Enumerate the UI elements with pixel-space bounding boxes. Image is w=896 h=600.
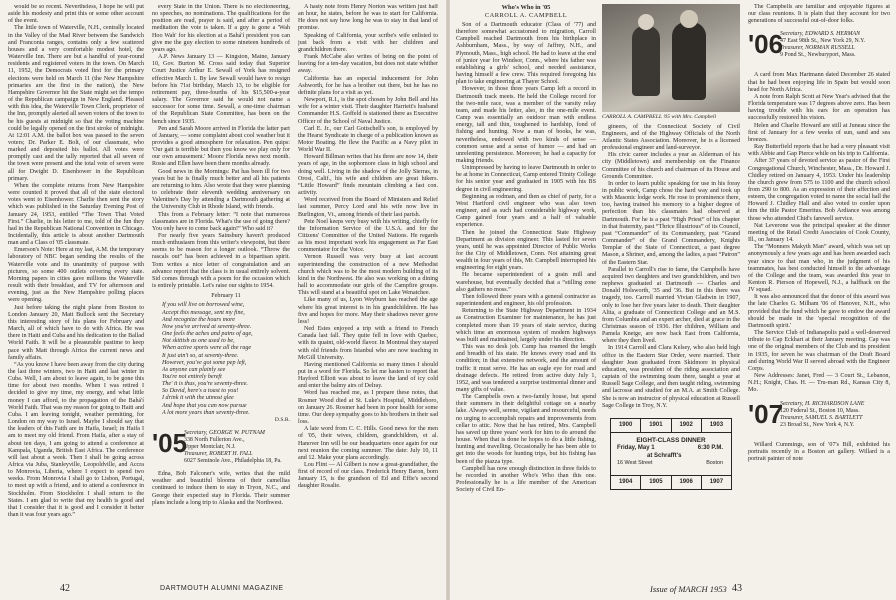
paragraph: Speaking of California, your scribe's wife enlisted to just back from a visit with her children and grandchildren there. (298, 32, 438, 53)
paragraph: The little town of Waterville, N.H., centrally located in the Valley of the Mad River between the Sandwich and Franconia ranges, contains only a few scattered houses and a very comfortable modest hotel, the Waterville Inn. There are but a handful of year-round residents and registered voters in the town. On March 11, 1952, the Democrats voted first for the primary elections were held on March 11 (the New Hampshire primaries are the first in the nation), the New Hampshire Governor hit the State might set the tempo of the Republican campaign in New England. Pleased with this idea, the Waterville Town Clerk, proprietor of the Inn, promptly alerted all seven voters of the town to be his guests at midnight so that the voting machine could be legally opened on the first stroke of midnight. At 12:01 A.M. the ballot box was passed to the seven voters; Dr. Parker E. Bolt, of our classmate, who marked and deposited his ballot. All votes were promptly cast and the tally reported that all seven of the town were present and the total vote of seven were all for Dwight D. Eisenhower in the Republican primary. (8, 25, 144, 182)
poem-line: However, you've got some pep left, (162, 359, 247, 366)
paragraph: “As you know I have been away from the city during the last three winters, two in Haiti and last winter in Cuba. Well, I am about to leave again, to be gone this time for about two months. When I was retired I decided to give my time, my energy, and what little money I can afford, to the propagation of the Bahá'í World Faith. That was my reason for going to Haiti and Cuba. I am leaving tonight, weather permitting, for London on my way to Israel. Maybe I should say that the leaders of this Faith are in Haifa, Israel; in Haifa I am to meet my old friend. From Haifa, after a stay of about ten days, I am going to attend a conference at Kampala, Uganda, British East Africa. The conference will last about a week. Then I shall be going across Africa via Juba, Stanleyville, Leopoldville, and Accra to Monrovia, Liberia, where I expect to spend two weeks. From Monrovia I shall go to Lisbon, Portugal, to meet up with a friend, and to attend a conference in Stockholm. From Stockholm I shall return to the States. I am glad to write that my health is good and that I consider that it is good and I consider it better than it was four years ago.” (8, 361, 144, 519)
paragraph: Parallel to Carroll's rise to fame, the Campbells have acquired two daughters and two grandchildren, and two nephews graduated at Dartmouth — Charles and Donald Holsworth, '35 and '36. But in this there was tragedy, too. Carroll married Vivian Gladwin in 1907, only to lose her five years later to death. Their daughter Alita, a graduate of Connecticut College and an M.S. from Columbia and an expert archer, died at grace in the Christmas season of 1936. Her children, William and Pamela Knetge, are now back East from California, where they then lived. (602, 266, 740, 345)
year: 1900 (611, 419, 641, 432)
dinner-time: 6:30 P.M. (697, 445, 723, 451)
campbell-photo (602, 4, 740, 112)
paragraph: A card from Max Hartmann dated December 26 stated that he had been enjoying life in Spain but would soon head for North Africa. (748, 72, 890, 93)
poem-line: One feels the aches and pains of age, (162, 331, 253, 338)
dinner-street: 16 West Street (617, 460, 653, 466)
poem-signature: D.S.R. (274, 416, 290, 423)
poem-title: February 11 (211, 293, 241, 300)
paragraph: A late word from C. C. Hills. Good news for the men of '05, their wives, children, grandchildren, et al. Hanover Inn will be our headquarters once again for our next reunion the coming summer. The date: July 10, 11 and 12. Make your plans accordingly. (298, 426, 438, 461)
poem-line: So David, here's a toast to you! (162, 388, 239, 395)
page-number-left: 42 (60, 583, 70, 594)
paragraph: Vernon Russell was very busy at last account superintending the construction of a new Methodist church which was to be the most modern building of its kind in the Northwest. He also was working on a dining hall to accommodate our girls of the Campfire groups. This will stand at a beautiful spot on Lake Wenatchee. (298, 254, 438, 297)
address: 120 Federal St., Boston 10, Mass. (780, 407, 860, 414)
paragraph: Son of a Dartmouth educator (Class of '77) and therefore somewhat accustomed to migration, Carroll Campbell reached Dartmouth from his birthplace in Ashburnham, Mass., by way of Jaffrey, N.H., and Plymouth, Mass., high school. He had to leave at the end of junior year for Windsor, Conn., where his father was establishing a girls' school, and needed assistance, having himself a few crew. This required foregoing his plan to take engineering at Thayer School. (456, 22, 596, 86)
birthday-poem (162, 293, 290, 424)
paragraph: A.P. News January 13 — Kingston, Maine, January 10, Gov. Burton M. Cross said today that Superior Court Justice Arthur E. Sewall of York has resigned effective March 1. By law Sewall would have to resign before his 71st birthday, March 13, to be eligible for retirement pay, three-fourths of his $15,500-a-year salary. The Governor said he would not name a successor for some time. Sewall, a one-time chairman of the Republican State Committee, has been on the bench since 1935. (152, 54, 290, 125)
address: 338 North Fullerton Ave., (184, 437, 245, 444)
year: 1904 (611, 476, 641, 489)
paragraph: In order to learn public speaking for use in his foray in public work, Camp chose the hard way and took up with Masonic lodge work. He rose to prominence there, too, having trained his memory to a higher degree of perfection than his classmates had observed at Dartmouth. For he is a past “High Priest” of his chapter in that fraternity, past “Thrice Illustrious” of its Council, past “Commander” of its Commandery, past “Grand Commander” of the Grand Commandery, Knights Templar of the State of Connecticut, a past degree Mason, a Shriner, and, among the ladies, a past “Patron” of the Eastern Star. (602, 180, 740, 266)
heading-title: Who's Who in '05 (501, 4, 551, 11)
whos-who-heading (456, 4, 596, 20)
paragraph: Emerson's Note: Here at my last, A.M. the temporary laboratory of NBC began sending the results of the Waterville vote and its unanimity of purpose with pictures, so some 400 outlets covering every state. Morning papers in cities gave millions the Waterville result with their breakfast, and TV for afternoon and evening, just as the New Hampshire polling places were opening. (8, 247, 144, 304)
poem-line: Now you've arrived at seventy-three. (162, 323, 252, 330)
years-top (611, 419, 731, 432)
paragraph: every State in the Union. There is no electioneering, no speeches, no nominations. The qualifications for the position are read, prayer is said, and after a period of meditation the vote is taken. If a guy is gone a 'Wah Hoo Wah' for his election at a Bahá'í president you can give me the guy election to some nineteen hundreds of years ago. (152, 4, 290, 53)
photo-figure-man (672, 22, 706, 100)
class-year: '07 (748, 398, 784, 429)
class-officers (780, 31, 865, 59)
paragraph: Having mentioned California so many times I should put in a word for Florida. So let me hasten to report that Hayford Elliott was about to leave the land of icy cold and enter the balmy airs of Delray. (298, 361, 438, 390)
paragraph: California has an especial inducement for John Ashworth, for he has a brother out there, but he has no definite plans for a visit as yet. (298, 75, 438, 96)
eight-class-dinner-box (610, 418, 732, 490)
paragraph: Nat Leverone was the principal speaker at the dinner meeting of the Retail Credit Associates of Cook County, Ill., on January 14. (748, 222, 890, 244)
paragraph: New Addresses: Janet, Fred — 3 Court St., Lebanon, N.H.; Knight, Chas. H. — Tru-man Rd., Kansas City 8, Mo. (748, 373, 890, 394)
address: 6027 Seminole Ave., Philadelphia 18, Pa. (184, 458, 282, 465)
poem-line: A lot more years than seventy-three. (162, 409, 250, 416)
paragraph: Word received from the Board of Ministers and Relief last summer, Percy Lord and his wife now live in Burlington, Vt., among friends of their last parish. (298, 197, 438, 218)
page-number-right: 43 (732, 583, 742, 594)
class-year: '05 (152, 428, 188, 459)
year: 1903 (709, 421, 724, 428)
paragraph: Lou Flint — Al Gilbert is now a great-grandfather, the first of record of our class. Frederick Henry Baron, born January 15, is the grandson of Ed and Effie's second daughter Rosalie. (298, 462, 438, 490)
photo-head-woman (638, 14, 654, 30)
paragraph: Campbell has now enough distinction in three fields to be recorded in another Who's Who than this one. Professionally he is a life member of the American Society of Civil En- (456, 465, 596, 494)
class-header-05 (152, 428, 290, 468)
paragraph: Unimpressed by having to leave Dartmouth in order to be at home in Connecticut, Camp entered Trinity College for his senior year and graduated in 1905 with his BS degree in civil engineering. (456, 165, 596, 193)
left-column-2 (152, 4, 290, 576)
poem-line: And hope that you can now pursue (162, 402, 247, 409)
address: 47 East 98th St., New York 29, N.Y. (780, 38, 866, 45)
secretary: Secretary, H. RICHARDSON LANE (780, 400, 865, 407)
photo-caption: CARROLL A. CAMPBELL '05 with Mrs. Campbell (602, 114, 717, 120)
paragraph: gineers, of the Connecticut Society of Civil Engineers, and of the Highway Officials of the North Atlantic States Association. Moreover, he is a licensed professional engineer and land-surveyor. (602, 123, 740, 152)
paragraph: It was also announced that the donor of this award was the late Charles G. Milham '06 of Hanover, N.H., who provided that the fund which he gave to endow the award should be made in the 'special recognition of the Dartmouth spirit.' (748, 294, 890, 329)
paragraph: The “Monners Makyth Man” award, which was set up anonymously a few years ago and has been awarded each year since to that man who, in the judgment of his teammates, has best conducted himself to the advantage of the College and the team, was awarded this year to Kenton R. Pierson of Hopewell, N.J., a halfback on the JV squad. (748, 244, 890, 294)
paragraph: Beginning as rodman, and then as chief of party, for a West Hartford civil engineer who was also town engineer, and as such had considerable highway work, Camp gained four years and a half of valuable experience. (456, 193, 596, 229)
paragraph: In 1914 Carroll and Clara Kelsey, who also held high office in the Eastern Star Order, were married. Their daughter Jean graduated from Skidmore in physical education, was president of the riding association and captain of the swimming team there, taught a year at Russell Sage College, and then taught riding, swimming and lacrosse and studied for an M.A. at Smith College. She is now an instructor of physical education at Russell Sage College in Troy, N.Y. (602, 345, 740, 409)
dinner-place: at Schrafft's (647, 453, 682, 459)
year: 1901 (641, 419, 671, 432)
address: Upper Montclair, N.J. (184, 444, 236, 451)
year: 1906 (672, 476, 702, 489)
class-header-07 (748, 399, 890, 439)
dinner-details (611, 432, 731, 476)
paragraph: Helen and Charlie Howard are still at Juneau since the first of January for a few weeks of sun, sand and sea breezes. (748, 122, 890, 143)
paragraph: This was no desk job. Camp has roamed the length and breadth of his state. He knows every road and its condition; in that extensive network, and the amount of traffic it must serve. He has an eagle eye for road and drainage defects. He retired from active duty July 1, 1952, and was tendered a surprise testimonial dinner and many gifts of value. (456, 344, 596, 393)
dinner-title: EIGHT-CLASS DINNER (636, 437, 706, 444)
paragraph: Pen and Sarah Moore arrived in Florida the latter part of January, — some complaint about cool weather but it provides a good atmosphere for relaxation. Pen quips: 'Our gait is terrible but then you know we play only for our own amusement.' Moore Florida news next month. Rosie and Ellen have been there months already. (152, 125, 290, 168)
dinner-day: Friday, May 1 (617, 445, 655, 451)
address: 9 Pond St., Newburyport, Mass. (780, 52, 856, 59)
magazine-title: DARTMOUTH ALUMNI MAGAZINE (160, 585, 284, 592)
left-column-1 (8, 4, 144, 576)
paragraph: A hasty note from Henry Norton was written just half an hour, he states, before he was to start for California. He does not say how long he was to stay in that land of promise. (298, 4, 438, 32)
poem-line: Not skittish as one used to be, (162, 338, 235, 345)
paragraph: Pete Noel keeps very busy with his writing, chiefly for the Information Service of the U.S.A. and for the Citizens' Committee of the United Nations. He regards as his most important work his engagement as Far East commentator for the Voice. (298, 218, 438, 254)
heading-name: CARROLL A. CAMPBELL (484, 12, 568, 19)
secretary: Secretary, GEORGE W. PUTNAM (184, 430, 265, 437)
paragraph: Like many of us, Lyon Weyburn has reached the age where his great interest is in his grandchildren. He has five and hopes for more. May their shadows never grow less! (298, 297, 438, 325)
paragraph: Newport, R.I., is the spot chosen by John Bell and his wife for a winter visit. Their daughter Harriett's husband Commander H.S. Goffeld is stationed there as Executive Officer of the School of Naval Justice. (298, 97, 438, 125)
address: 23 Broad St., New York 4, N.Y. (780, 421, 855, 428)
treasurer: Treasurer, SAMUEL S. BARTLETT (780, 414, 863, 421)
class-header-06 (748, 29, 890, 69)
paragraph: Frank McCabe also writes of being on the point of leaving for a ten-day vacation, but does not state whither away. (298, 54, 438, 75)
class-officers (780, 401, 864, 429)
paragraph: Word has reached me, as I prepare these notes, that Rosmer Wood died at St. Luke's Hospital, Middleboro, on January 26. Rosmer had been in poor health for some time. Our deep sympathy goes to his brothers in their sad loss. (298, 390, 438, 426)
year: 1902 (672, 419, 702, 432)
paragraph: Returning to the State Highway Department in 1934 as Construction Examiner for maintenance, he has just completed more than 19 years of state service, during which time an enormous system of modern highways was built and maintained, largely under his direction. (456, 308, 596, 343)
class-year: '06 (748, 29, 784, 60)
paragraph: Willard Cummings, son of '07's Bill, exhibited his portraits recently in a Boston art gallery. Willard is a portrait painter of note (748, 441, 890, 462)
year: 1907 (709, 479, 724, 485)
paragraph: For nearly five years Sainsbury haven't produced much enthusiasm from this writer's viewpoint, but there seems to be reason for a longer outlook. “Throw the rascals out” has been achieved in a bipartisan spirit. Tom writes a nice letter of congratulation and an advance report that the class is in usual entirely solvent. Sid comes through with a poem for the occasion which is entirely printable. Let's raise our sights to 1954. (152, 233, 290, 290)
right-column-1 (456, 4, 596, 576)
poem-line: Accept this message, sent my fine, (162, 309, 245, 316)
poem-line: It just ain't so, at seventy-three. (162, 352, 239, 359)
paragraph: The Campbells are familiar and enjoyable figures at our class reunions. It is plain that they account for two generations of successful out-of-door folks. (748, 4, 890, 25)
paragraph: Ray Butterfield reports that he had a very pleasant visit with Abbie and Gap Pierce while on his trip to California. (748, 144, 890, 158)
paragraph: After 37 years of devoted service as pastor of the First Congregational Church, Winchester, Mass., Dr. Howard J. Chidley retired on January 4, 1953. Under his leadership the church grew from 575 to 1100 and the church school from 290 to 800. As an expression of their affection and esteem, the congregation voted to name the social hall the Howard J. Chidley Hall and also voted to confer upon him the title Pastor Emeritus. Bob Ardiance was among those who attended Chid's farewell service. (748, 158, 890, 222)
treasurer: Treasurer, ROBERT H. FALL (184, 451, 253, 458)
dinner-city: Boston (706, 460, 723, 466)
poem-line: If you will live on borrowed wine, (162, 302, 245, 309)
paragraph: Good news in the Mornings: Pat has been ill for two years but he is finally much better and all his patients are returning to him. Also wrote that they were planning to celebrate their eleventh wedding anniversary on Valentine's Day by attending a Dartmouth gathering at the University Club in Rhode Island, with friends. (152, 168, 290, 211)
right-column-2 (602, 4, 740, 576)
poem-line: The' it is thus, you're seventy-three. (162, 381, 248, 388)
paragraph: Ned Estes enjoyed a trip with a friend to French Canada last fall. They quite fell in love with Quebec, with its quaint, old-world flavor. In Montreal they stayed with old friends from Istanbul who are now teaching in McGill University. (298, 326, 438, 361)
poem-line: As anyone can plainly see (162, 366, 226, 373)
poem-line: You're not entirely bereft (162, 373, 222, 380)
paragraph: However, in those three years Camp left a record in Dartmouth track meets. He held the College record for the two-mile race, was a member of the varsity relay team, and made his letter, also, in the one-mile event. Camp was essentially an outdoor man with endless energy, tall and thin, toughened to hardship, fond of fishing and hunting. Now a man of books, he was, nevertheless, endowed with two kinds of sense — common sense and a sense of humor — and had an unrelenting persistence. Moreover, he had a capacity for making friends. (456, 86, 596, 164)
photo-figure-woman (632, 26, 660, 96)
paragraph: The Service Club of Indianapolis paid a well-deserved tribute to Cap Eckhart at their January meeting. Cap was one of the original members of the Club and its president in 1935, for seven he was chairman of the Draft Board and during World War II served abroad with the Engineer Corps. (748, 330, 890, 372)
paragraph: Howard Billman writes that his three are now 14, their years of age, in the sophomore class in high school and doing well. Living in the shadow of the Jolly Sierras, in Orosi, Calif., his wife and children are great hikers. “Little Howard” finds mountain climbing a fast con. activity. (298, 154, 438, 197)
paragraph: This from a February letter: “I note that numerous classmates are in Florida. What's the use of going there? You only have to come back again!” Who said it? (152, 211, 290, 232)
paragraph: He became superintendent of a grain mill and warehouse, but eventually decided that a “stilling zone also gathers no moss.” (456, 272, 596, 293)
poem-line: I drink it with the utmost glee (162, 395, 234, 402)
year: 1905 (641, 476, 671, 489)
years-bottom (611, 476, 731, 489)
right-column-3 (748, 4, 890, 576)
paragraph: Edna, Bob Falconer's wife, writes that the mild weather and beautiful blooms of their camellias continued to induce them to stay in Tryon, N.C., and George their expected stay in Florida. Their summer plans include a long trip to Alaska and the Northwest. (152, 471, 290, 506)
paragraph: When the complete returns from New Hampshire were counted it proved that all of the state electoral votes went to Eisenhower. Charlie then sent the story which was published in the Saturday Evening Post of January 24, 1953, entitled “The Town That Voted First.” Charlie, in his letter to me, told of the fun they had in the Republican National Convention in Chicago. Incidentally, this article is about another Dartmouth man and a Class of '05 classmate. (8, 182, 144, 247)
paragraph: His civic career includes a year as Alderman of his city (Middletown) and membership on the Finance Committee of his church and chairman of its House and Grounds Committee. (602, 152, 740, 180)
left-page (0, 0, 446, 600)
paragraph: Carl E. Jr., our Carl Gottschell's son, is employed by the Hearst Syndicate in charge of a publication known as Motor Boating. He flew the Pacific as a Navy pilot in World War II. (298, 125, 438, 154)
class-officers (184, 430, 282, 465)
right-page (450, 0, 896, 600)
paragraph: A note from Ralph Scott at New Year's advised that the Florida temperature was 17 degrees above zero. Has been having trouble with his ears for an operation has successfully restored his vision. (748, 93, 890, 122)
paragraph: would be so recent. Nevertheless, I hope he will put aside his modesty and print this or some other account of the event. (8, 4, 144, 25)
treasurer: Treasurer, NORMAN RUSSELL (780, 45, 855, 52)
poem-line: When active sports were all the rage (162, 345, 252, 352)
paragraph: The Campbells own a two-family house, but spend their summers in their delightful cottage on a nearby lake. Always well, serene, vigilant and resourceful, needs no urging to accomplish repairs and improvements from cellar to attic. Now that he has retired, Mrs. Campbell has saved up three years' work for him to do around the house. When that is done he hopes to do a little fishing, hunting and travelling. Occasionally he has been able to get into the woods for hunting trips, but his fishing has been of the piazza type. (456, 394, 596, 465)
poem-line: And recognize the hours more (162, 316, 235, 323)
issue-label: Issue of MARCH 1953 (650, 584, 727, 594)
paragraph: Then followed three years with a general contractor as superintendent and engineer, his old profession. (456, 293, 596, 308)
paragraph: Then he joined the Connecticut State Highway Department as division engineer. This lasted for seven years, until he was appointed Director of Public Works for the City of Middletown, Conn. Not attaining great wealth in four years of this, Mr. Campbell interrupted his engineering for eight years. (456, 229, 596, 272)
secretary: Secretary, EDWARD S. HERMAN (780, 31, 861, 38)
left-column-3 (298, 4, 438, 576)
photo-head-man (680, 10, 698, 28)
paragraph: Just before taking the night plane from Boston to London January 20, Matt Bullock sent the Secretary this interesting story of his plans for February and March, all of which have to do with Africa. He was there in Haiti and Cuba and his dedication to the Ballad World Faith. It will be a pleasurable pastime to keep pace with Matt through Africa the current news and family affairs. (8, 304, 144, 361)
